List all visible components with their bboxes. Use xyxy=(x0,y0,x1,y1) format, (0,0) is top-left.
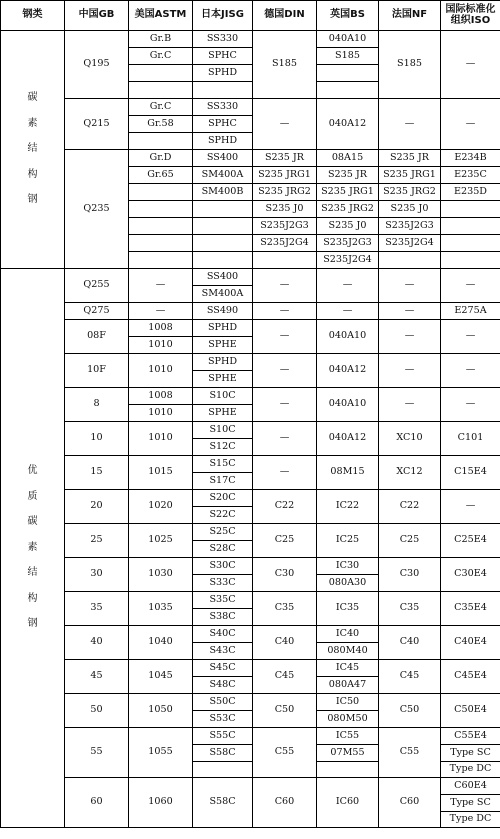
din-cell: C60 xyxy=(253,778,317,828)
iso-cell: Type DC xyxy=(441,762,500,778)
table-row xyxy=(1,303,500,320)
gb-grade-cell: 20 xyxy=(65,490,129,524)
bs-cell: S235 JR xyxy=(317,167,379,184)
iso-cell xyxy=(441,201,500,218)
jis-cell: S10C xyxy=(193,422,253,439)
nf-cell: S235 JR xyxy=(379,150,441,167)
bs-cell: 040A12 xyxy=(317,99,379,150)
din-cell: S235 J0 xyxy=(253,201,317,218)
astm-cell: — xyxy=(129,269,193,303)
astm-cell: 1040 xyxy=(129,626,193,660)
header-cell-3: 日本JISG xyxy=(193,1,253,31)
astm-cell: 1008 xyxy=(129,388,193,405)
table-row xyxy=(1,694,500,711)
bs-cell: S235 JRG1 xyxy=(317,184,379,201)
jis-cell: S53C xyxy=(193,711,253,728)
iso-cell xyxy=(441,218,500,235)
din-cell: C45 xyxy=(253,660,317,694)
jis-cell: SS330 xyxy=(193,99,253,116)
category-char: 构 xyxy=(27,168,38,180)
astm-cell: 1035 xyxy=(129,592,193,626)
nf-cell: C55 xyxy=(379,728,441,778)
bs-cell: IC25 xyxy=(317,524,379,558)
category-char: 构 xyxy=(27,592,38,604)
jis-cell: SS400 xyxy=(193,150,253,167)
iso-cell xyxy=(441,252,500,269)
din-cell: C22 xyxy=(253,490,317,524)
gb-grade-cell: 60 xyxy=(65,778,129,828)
nf-cell: S235J2G4 xyxy=(379,235,441,252)
din-cell: C55 xyxy=(253,728,317,778)
table-row xyxy=(1,388,500,405)
iso-cell: Type DC xyxy=(441,812,500,828)
table-row xyxy=(1,99,500,116)
header-cell-5: 英国BS xyxy=(317,1,379,31)
jis-cell: S22C xyxy=(193,507,253,524)
iso-cell: — xyxy=(441,354,500,388)
gb-grade-cell: Q235 xyxy=(65,150,129,269)
category-char: 碳 xyxy=(27,516,38,528)
jis-cell: S35C xyxy=(193,592,253,609)
jis-cell: S48C xyxy=(193,677,253,694)
nf-cell: C30 xyxy=(379,558,441,592)
jis-cell: S45C xyxy=(193,660,253,677)
table-row xyxy=(1,660,500,677)
astm-cell xyxy=(129,82,193,99)
gb-grade-cell: Q215 xyxy=(65,99,129,150)
bs-cell: S235 J0 xyxy=(317,218,379,235)
din-cell: — xyxy=(253,422,317,456)
table-row xyxy=(1,558,500,575)
iso-cell: C45E4 xyxy=(441,660,500,694)
table-row xyxy=(1,269,500,286)
header-cell-0: 钢类 xyxy=(1,1,65,31)
jis-cell: S15C xyxy=(193,456,253,473)
gb-grade-cell: 30 xyxy=(65,558,129,592)
nf-cell: S185 xyxy=(379,31,441,99)
astm-cell xyxy=(129,201,193,218)
astm-cell xyxy=(129,218,193,235)
astm-cell: 1010 xyxy=(129,337,193,354)
bs-cell xyxy=(317,762,379,778)
jis-cell: SPHD xyxy=(193,65,253,82)
table-row xyxy=(1,490,500,507)
astm-cell xyxy=(129,252,193,269)
category-char: 钢 xyxy=(27,194,38,206)
iso-cell: Type SC xyxy=(441,795,500,812)
bs-cell: S185 xyxy=(317,48,379,65)
nf-cell: C60 xyxy=(379,778,441,828)
iso-cell: C15E4 xyxy=(441,456,500,490)
jis-cell: S30C xyxy=(193,558,253,575)
bs-cell: IC45 xyxy=(317,660,379,677)
jis-cell: SS330 xyxy=(193,31,253,48)
jis-cell: S38C xyxy=(193,609,253,626)
gb-grade-cell: Q195 xyxy=(65,31,129,99)
iso-cell: C30E4 xyxy=(441,558,500,592)
astm-cell: 1010 xyxy=(129,405,193,422)
iso-cell: E235D xyxy=(441,184,500,201)
iso-cell: — xyxy=(441,31,500,99)
table-row xyxy=(1,456,500,473)
iso-cell: C50E4 xyxy=(441,694,500,728)
bs-cell: IC50 xyxy=(317,694,379,711)
table-row xyxy=(1,592,500,609)
gb-grade-cell: Q255 xyxy=(65,269,129,303)
jis-cell: SPHC xyxy=(193,116,253,133)
nf-cell: C35 xyxy=(379,592,441,626)
din-cell: — xyxy=(253,269,317,303)
astm-cell: 1010 xyxy=(129,422,193,456)
bs-cell: 040A10 xyxy=(317,320,379,354)
bs-cell: IC55 xyxy=(317,728,379,745)
jis-cell xyxy=(193,201,253,218)
category-cell xyxy=(1,31,65,269)
din-cell: C40 xyxy=(253,626,317,660)
din-cell: S235 JRG2 xyxy=(253,184,317,201)
jis-cell: S25C xyxy=(193,524,253,541)
din-cell: S185 xyxy=(253,31,317,99)
jis-cell xyxy=(193,218,253,235)
nf-cell: — xyxy=(379,303,441,320)
din-cell: S235 JR xyxy=(253,150,317,167)
jis-cell: S17C xyxy=(193,473,253,490)
header-cell-6: 法国NF xyxy=(379,1,441,31)
category-char: 碳 xyxy=(27,92,38,104)
din-cell: — xyxy=(253,456,317,490)
bs-cell: 040A10 xyxy=(317,31,379,48)
jis-cell: SM400A xyxy=(193,167,253,184)
jis-cell: SPHE xyxy=(193,371,253,388)
table-row xyxy=(1,320,500,337)
jis-cell xyxy=(193,762,253,778)
header-cell-7: 国际标准化组织ISO xyxy=(441,1,500,31)
bs-cell: 080A47 xyxy=(317,677,379,694)
gb-grade-cell: Q275 xyxy=(65,303,129,320)
nf-cell: XC10 xyxy=(379,422,441,456)
table-row xyxy=(1,31,500,48)
gb-grade-cell: 55 xyxy=(65,728,129,778)
jis-cell: SPHD xyxy=(193,133,253,150)
jis-cell: SS490 xyxy=(193,303,253,320)
jis-cell: SM400B xyxy=(193,184,253,201)
nf-cell: S235 JRG1 xyxy=(379,167,441,184)
astm-cell: Gr.58 xyxy=(129,116,193,133)
nf-cell: — xyxy=(379,388,441,422)
astm-cell: 1008 xyxy=(129,320,193,337)
din-cell: S235J2G4 xyxy=(253,235,317,252)
iso-cell: E234B xyxy=(441,150,500,167)
astm-cell xyxy=(129,184,193,201)
table-row xyxy=(1,354,500,371)
bs-cell: 08A15 xyxy=(317,150,379,167)
jis-cell: S58C xyxy=(193,745,253,762)
iso-cell: C25E4 xyxy=(441,524,500,558)
bs-cell: 07M55 xyxy=(317,745,379,762)
iso-cell xyxy=(441,235,500,252)
iso-cell: — xyxy=(441,269,500,303)
table-row xyxy=(1,728,500,745)
din-cell xyxy=(253,252,317,269)
nf-cell: S235 J0 xyxy=(379,201,441,218)
category-char: 质 xyxy=(27,490,38,502)
category-char: 结 xyxy=(27,143,38,155)
astm-cell: Gr.C xyxy=(129,99,193,116)
din-cell: — xyxy=(253,388,317,422)
bs-cell: S235 JRG2 xyxy=(317,201,379,218)
astm-cell: 1055 xyxy=(129,728,193,778)
din-cell: C50 xyxy=(253,694,317,728)
nf-cell: — xyxy=(379,320,441,354)
bs-cell: 080M50 xyxy=(317,711,379,728)
jis-cell: SPHD xyxy=(193,354,253,371)
din-cell: C35 xyxy=(253,592,317,626)
jis-cell xyxy=(193,82,253,99)
bs-cell: IC60 xyxy=(317,778,379,828)
gb-grade-cell: 50 xyxy=(65,694,129,728)
din-cell: — xyxy=(253,99,317,150)
astm-cell: 1050 xyxy=(129,694,193,728)
table-row xyxy=(1,778,500,795)
nf-cell: C22 xyxy=(379,490,441,524)
jis-cell: S28C xyxy=(193,541,253,558)
category-char: 素 xyxy=(27,117,38,129)
jis-cell: S20C xyxy=(193,490,253,507)
jis-cell: S40C xyxy=(193,626,253,643)
jis-cell: S12C xyxy=(193,439,253,456)
jis-cell: S10C xyxy=(193,388,253,405)
gb-grade-cell: 40 xyxy=(65,626,129,660)
din-cell: — xyxy=(253,354,317,388)
table-row xyxy=(1,524,500,541)
iso-cell: C101 xyxy=(441,422,500,456)
gb-grade-cell: 45 xyxy=(65,660,129,694)
header-cell-4: 德国DIN xyxy=(253,1,317,31)
iso-cell: — xyxy=(441,320,500,354)
table-row xyxy=(1,626,500,643)
din-cell: C25 xyxy=(253,524,317,558)
din-cell: — xyxy=(253,303,317,320)
astm-cell xyxy=(129,65,193,82)
gb-grade-cell: 15 xyxy=(65,456,129,490)
bs-cell: IC30 xyxy=(317,558,379,575)
jis-cell: SPHE xyxy=(193,405,253,422)
header-row xyxy=(1,1,500,31)
bs-cell: 040A12 xyxy=(317,354,379,388)
astm-cell xyxy=(129,235,193,252)
jis-cell: S43C xyxy=(193,643,253,660)
jis-cell: SPHC xyxy=(193,48,253,65)
iso-cell: C55E4 xyxy=(441,728,500,745)
astm-cell: Gr.C xyxy=(129,48,193,65)
jis-cell: S50C xyxy=(193,694,253,711)
bs-cell: IC35 xyxy=(317,592,379,626)
jis-cell: S33C xyxy=(193,575,253,592)
category-char: 结 xyxy=(27,567,38,579)
nf-cell: S235J2G3 xyxy=(379,218,441,235)
jis-cell xyxy=(193,235,253,252)
bs-cell: 080A30 xyxy=(317,575,379,592)
nf-cell: S235 JRG2 xyxy=(379,184,441,201)
table-row xyxy=(1,422,500,439)
gb-grade-cell: 35 xyxy=(65,592,129,626)
iso-cell: — xyxy=(441,99,500,150)
astm-cell: 1020 xyxy=(129,490,193,524)
astm-cell: 1030 xyxy=(129,558,193,592)
gb-grade-cell: 10 xyxy=(65,422,129,456)
iso-cell: Type SC xyxy=(441,745,500,762)
nf-cell xyxy=(379,252,441,269)
iso-cell: E235C xyxy=(441,167,500,184)
category-char: 素 xyxy=(27,541,38,553)
nf-cell: C50 xyxy=(379,694,441,728)
bs-cell xyxy=(317,65,379,82)
astm-cell xyxy=(129,133,193,150)
bs-cell: S235J2G3 xyxy=(317,235,379,252)
astm-cell: 1045 xyxy=(129,660,193,694)
bs-cell: 040A10 xyxy=(317,388,379,422)
gb-grade-cell: 10F xyxy=(65,354,129,388)
gb-grade-cell: 25 xyxy=(65,524,129,558)
astm-cell: Gr.B xyxy=(129,31,193,48)
iso-cell: C40E4 xyxy=(441,626,500,660)
bs-cell: 080M40 xyxy=(317,643,379,660)
bs-cell: IC40 xyxy=(317,626,379,643)
table-row xyxy=(1,150,500,167)
nf-cell: C40 xyxy=(379,626,441,660)
din-cell: S235J2G3 xyxy=(253,218,317,235)
header-cell-2: 美国ASTM xyxy=(129,1,193,31)
astm-cell: Gr.65 xyxy=(129,167,193,184)
nf-cell: C45 xyxy=(379,660,441,694)
category-char: 优 xyxy=(27,465,38,477)
category-char: 钢 xyxy=(27,618,38,630)
din-cell: C30 xyxy=(253,558,317,592)
jis-cell: SPHD xyxy=(193,320,253,337)
iso-cell: — xyxy=(441,490,500,524)
nf-cell: — xyxy=(379,269,441,303)
jis-cell: S55C xyxy=(193,728,253,745)
jis-cell: SS400 xyxy=(193,269,253,286)
iso-cell: E275A xyxy=(441,303,500,320)
jis-cell: SPHE xyxy=(193,337,253,354)
nf-cell: — xyxy=(379,354,441,388)
nf-cell: — xyxy=(379,99,441,150)
jis-cell: SM400A xyxy=(193,286,253,303)
bs-cell xyxy=(317,82,379,99)
din-cell: S235 JRG1 xyxy=(253,167,317,184)
category-cell xyxy=(1,269,65,828)
bs-cell: — xyxy=(317,303,379,320)
iso-cell: C35E4 xyxy=(441,592,500,626)
gb-grade-cell: 8 xyxy=(65,388,129,422)
astm-cell: 1060 xyxy=(129,778,193,828)
header-cell-1: 中国GB xyxy=(65,1,129,31)
din-cell: — xyxy=(253,320,317,354)
astm-cell: 1010 xyxy=(129,354,193,388)
astm-cell: 1015 xyxy=(129,456,193,490)
gb-grade-cell: 08F xyxy=(65,320,129,354)
jis-cell: S58C xyxy=(193,778,253,828)
iso-cell: C60E4 xyxy=(441,778,500,795)
bs-cell: S235J2G4 xyxy=(317,252,379,269)
jis-cell xyxy=(193,252,253,269)
astm-cell: — xyxy=(129,303,193,320)
nf-cell: XC12 xyxy=(379,456,441,490)
astm-cell: Gr.D xyxy=(129,150,193,167)
bs-cell: 08M15 xyxy=(317,456,379,490)
astm-cell: 1025 xyxy=(129,524,193,558)
bs-cell: 040A12 xyxy=(317,422,379,456)
bs-cell: — xyxy=(317,269,379,303)
iso-cell: — xyxy=(441,388,500,422)
bs-cell: IC22 xyxy=(317,490,379,524)
nf-cell: C25 xyxy=(379,524,441,558)
